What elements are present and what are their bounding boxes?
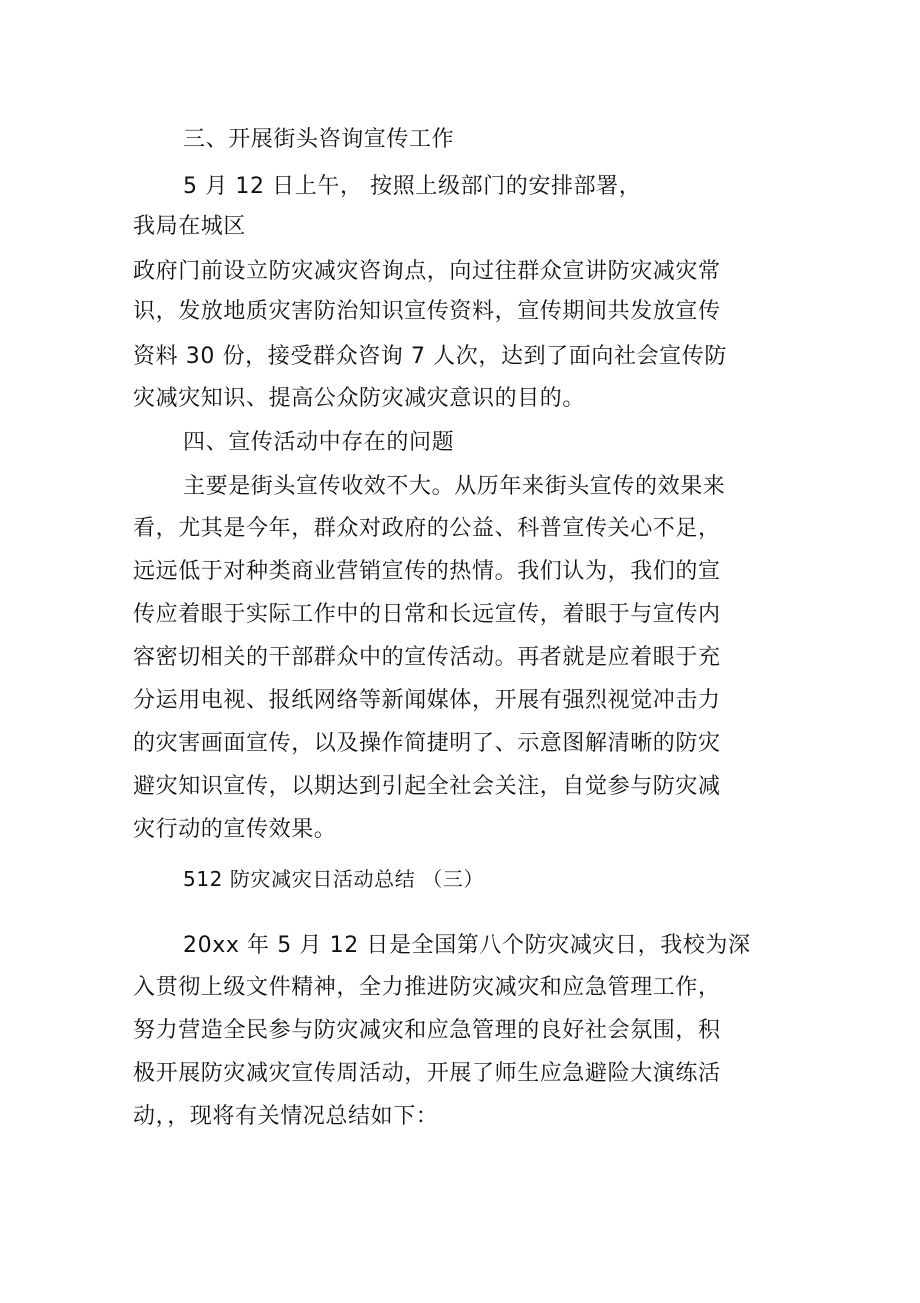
section-4-heading: 四、宣传活动中存在的问题 <box>183 430 455 455</box>
paragraph-line: 灾行动的宣传效果。 <box>133 817 337 842</box>
section-3-heading: 三、开展街头咨询宣传工作 <box>183 127 455 152</box>
paragraph-line: 努力营造全民参与防灾减灾和应急管理的良好社会氛围，积 <box>133 1018 721 1043</box>
paragraph-line: 传应着眼于实际工作中的日常和长远宣传，着眼于与宣传内 <box>133 602 721 627</box>
paragraph-line: 主要是街头宣传收效不大。从历年来街头宣传的效果来 <box>183 474 726 499</box>
paragraph-line: 识，发放地质灾害防治知识宣传资料，宣传期间共发放宣传 <box>133 299 721 324</box>
paragraph-line: 我局在城区 <box>133 214 247 239</box>
paragraph-line: 动，，现将有关情况总结如下： <box>133 1104 439 1129</box>
paragraph-line: 入贯彻上级文件精神，全力推进防灾减灾和应急管理工作， <box>133 975 721 1000</box>
paragraph-line: 看，尤其是今年，群众对政府的公益、科普宣传关心不足， <box>133 516 721 541</box>
paragraph-line: 灾减灾知识、提高公众防灾减灾意识的目的。 <box>133 386 586 411</box>
paragraph-line: 避灾知识宣传，以期达到引起全社会关注，自觉参与防灾减 <box>133 774 721 799</box>
paragraph-line: 资料 30 份，接受群众咨询 7 人次，达到了面向社会宣传防 <box>133 344 727 369</box>
paragraph-line: 5 月 12 日上午， 按照上级部门的安排部署， <box>183 174 642 199</box>
part-3-title: 512 防灾减灾日活动总结 （三） <box>183 867 485 891</box>
paragraph-line: 的灾害画面宣传，以及操作简捷明了、示意图解清晰的防灾 <box>133 731 721 756</box>
paragraph-line: 政府门前设立防灾减灾咨询点，向过往群众宣讲防灾减灾常 <box>133 259 721 284</box>
paragraph-line: 20xx 年 5 月 12 日是全国第八个防灾减灾日，我校为深 <box>183 933 751 958</box>
paragraph-line: 容密切相关的干部群众中的宣传活动。再者就是应着眼于充 <box>133 645 721 670</box>
paragraph-line: 远远低于对种类商业营销宣传的热情。我们认为，我们的宣 <box>133 559 721 584</box>
paragraph-line: 极开展防灾减灾宣传周活动，开展了师生应急避险大演练活 <box>133 1061 721 1086</box>
paragraph-line: 分运用电视、报纸网络等新闻媒体，开展有强烈视觉冲击力 <box>133 688 721 713</box>
